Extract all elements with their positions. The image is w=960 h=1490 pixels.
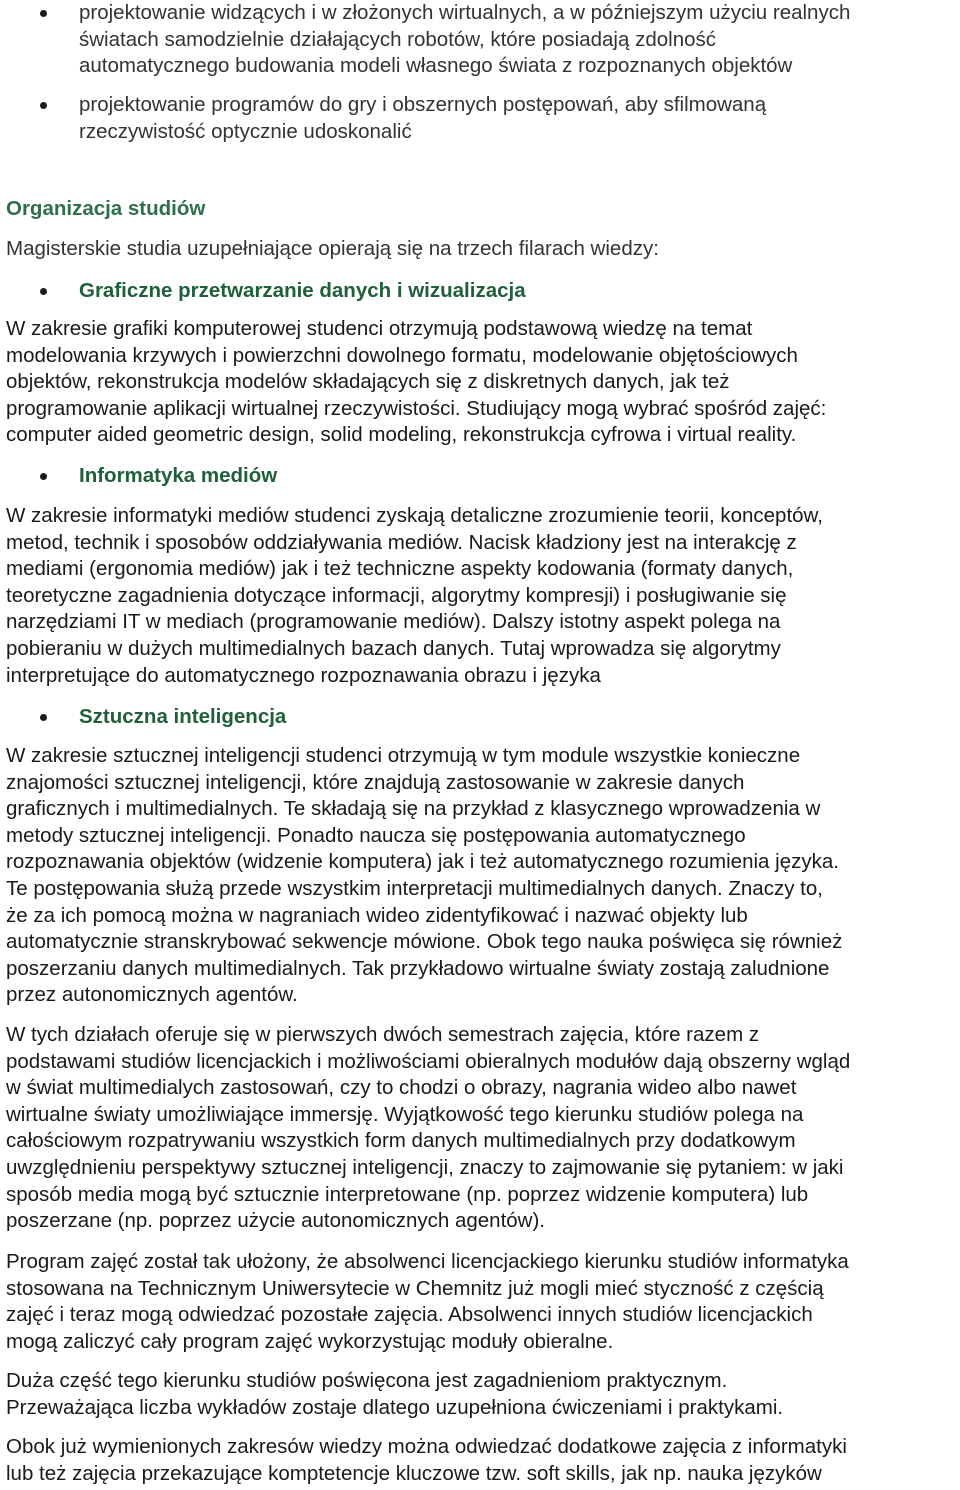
pillar-body: W zakresie informatyki mediów studenci zyskają detaliczne zrozumienie teorii, konceptów, metod, technik i sposobów oddziaływania mediów. Nacisk kładziony jest na interakcję z mediami (ergonomia mediów) jak i też techniczne aspekty kodowania (formaty danych, teoretyczne zagadnienia dotyczące informacji, algorytmy kompresji) i posługiwanie się narzędziami IT w mediach (programowanie mediów). Dalszy istotny aspekt polega na pobieraniu w dużych multimedialnych bazach danych. Tutaj wprowadza się algorytmy interpretujące do automatycznego rozpoznawania obrazu i języka bbox=[6, 504, 823, 687]
bullet-dot-icon bbox=[40, 714, 47, 721]
pillar-heading: Sztuczna inteligencja bbox=[79, 705, 287, 728]
pillar-heading: Graficzne przetwarzanie danych i wizualizacja bbox=[79, 279, 526, 302]
bullet-dot-icon bbox=[40, 288, 47, 295]
bullet-dot-icon bbox=[40, 473, 47, 480]
bullet-dot-icon bbox=[40, 102, 47, 109]
paragraph: W tych działach oferuje się w pierwszych dwóch semestrach zajęcia, które razem z podstawami studiów licencjackich i możliwościami obieralnych modułów dają obszerny wgląd w świat multimedialych zastosowań, czy to chodzi o obrazy, nagrania wideo albo nawet wirtualne światy umożliwiające immersję. Wyjątkowość tego kierunku studiów polega na całościowym rozpatrywaniu wszystkich form danych multimedialnych przy dodatkowym uwzględnieniu perspektywy sztucznej inteligencji, znaczy to zajmowanie się pytaniem: w jaki sposób media mogą być sztucznie interpretowane (np. poprzez widzenie komputera) lub poszerzane (np. poprzez użycie autonomicznych agentów). bbox=[6, 1023, 851, 1233]
section-title: Organizacja studiów bbox=[6, 197, 206, 220]
paragraph: Duża część tego kierunku studiów poświęcona jest zagadnieniom praktycznym. Przeważająca liczba wykładów zostaje dlatego uzupełniona ćwiczeniami i praktykami. bbox=[6, 1369, 784, 1419]
paragraph: Obok już wymienionych zakresów wiedzy można odwiedzać dodatkowe zajęcia z informatyki lub też zajęcia przekazujące komptetencje kluczowe tzw. soft skills, jak np. nauka języków bbox=[6, 1435, 847, 1485]
bullet-dot-icon bbox=[40, 10, 47, 17]
pillar-heading: Informatyka mediów bbox=[79, 464, 278, 487]
bullet-text: projektowanie programów do gry i obszernych postępowań, aby sfilmowaną rzeczywistość optycznie udoskonalić bbox=[79, 93, 767, 143]
section-intro: Magisterskie studia uzupełniające opierają się na trzech filarach wiedzy: bbox=[6, 237, 659, 260]
pillar-body: W zakresie sztucznej inteligencji studenci otrzymują w tym module wszystkie konieczne znajomości sztucznej inteligencji, które znajdują zastosowanie w zakresie danych graficznych i multimedialnych. Te składają się na przykład z klasycznego wprowadzenia w metody sztucznej inteligencji. Ponadto naucza się postępowania automatycznego rozpoznawania objektów (widzenie komputera) jak i też automatycznego rozumienia języka. Te postępowania służą przede wszystkim interpretacji multimedialnych danych. Znaczy to, że za ich pomocą można w nagraniach wideo zidentyfikować i nazwać objekty lub automatycznie stranskrybować sekwencje mówione. Obok tego nauka poświęca się również poszerzaniu danych multimedialnych. Tak przykładowo wirtualne światy zostają zaludnione przez autonomicznych agentów. bbox=[6, 744, 843, 1007]
pillar-body: W zakresie grafiki komputerowej studenci otrzymują podstawową wiedzę na temat modelowania krzywych i powierzchni dowolnego formatu, modelowanie objętościowych objektów, rekonstrukcja modelów składających się z diskretnych danych, jak też programowanie aplikacji wirtualnej rzeczywistości. Studiujący mogą wybrać spośród zajęć: computer aided geometric design, solid modeling, rekonstrukcja cyfrowa i virtual reality. bbox=[6, 317, 827, 447]
paragraph: Program zajęć został tak ułożony, że absolwenci licencjackiego kierunku studiów informatyka stosowana na Technicznym Uniwersytecie w Chemnitz już mogli mieć styczność z częścią zajęć i teraz mogą odwiedzać pozostałe zajęcia. Absolwenci innych studiów licencjackich mogą zaliczyć cały program zajęć wykorzystując moduły obieralne. bbox=[6, 1250, 849, 1353]
bullet-text: projektowanie widzących i w złożonych wirtualnych, a w późniejszym użyciu realnych światach samodzielnie działających robotów, które posiadają zdolność automatycznego budowania modeli własnego świata z rozpoznanych objektów bbox=[79, 1, 851, 77]
